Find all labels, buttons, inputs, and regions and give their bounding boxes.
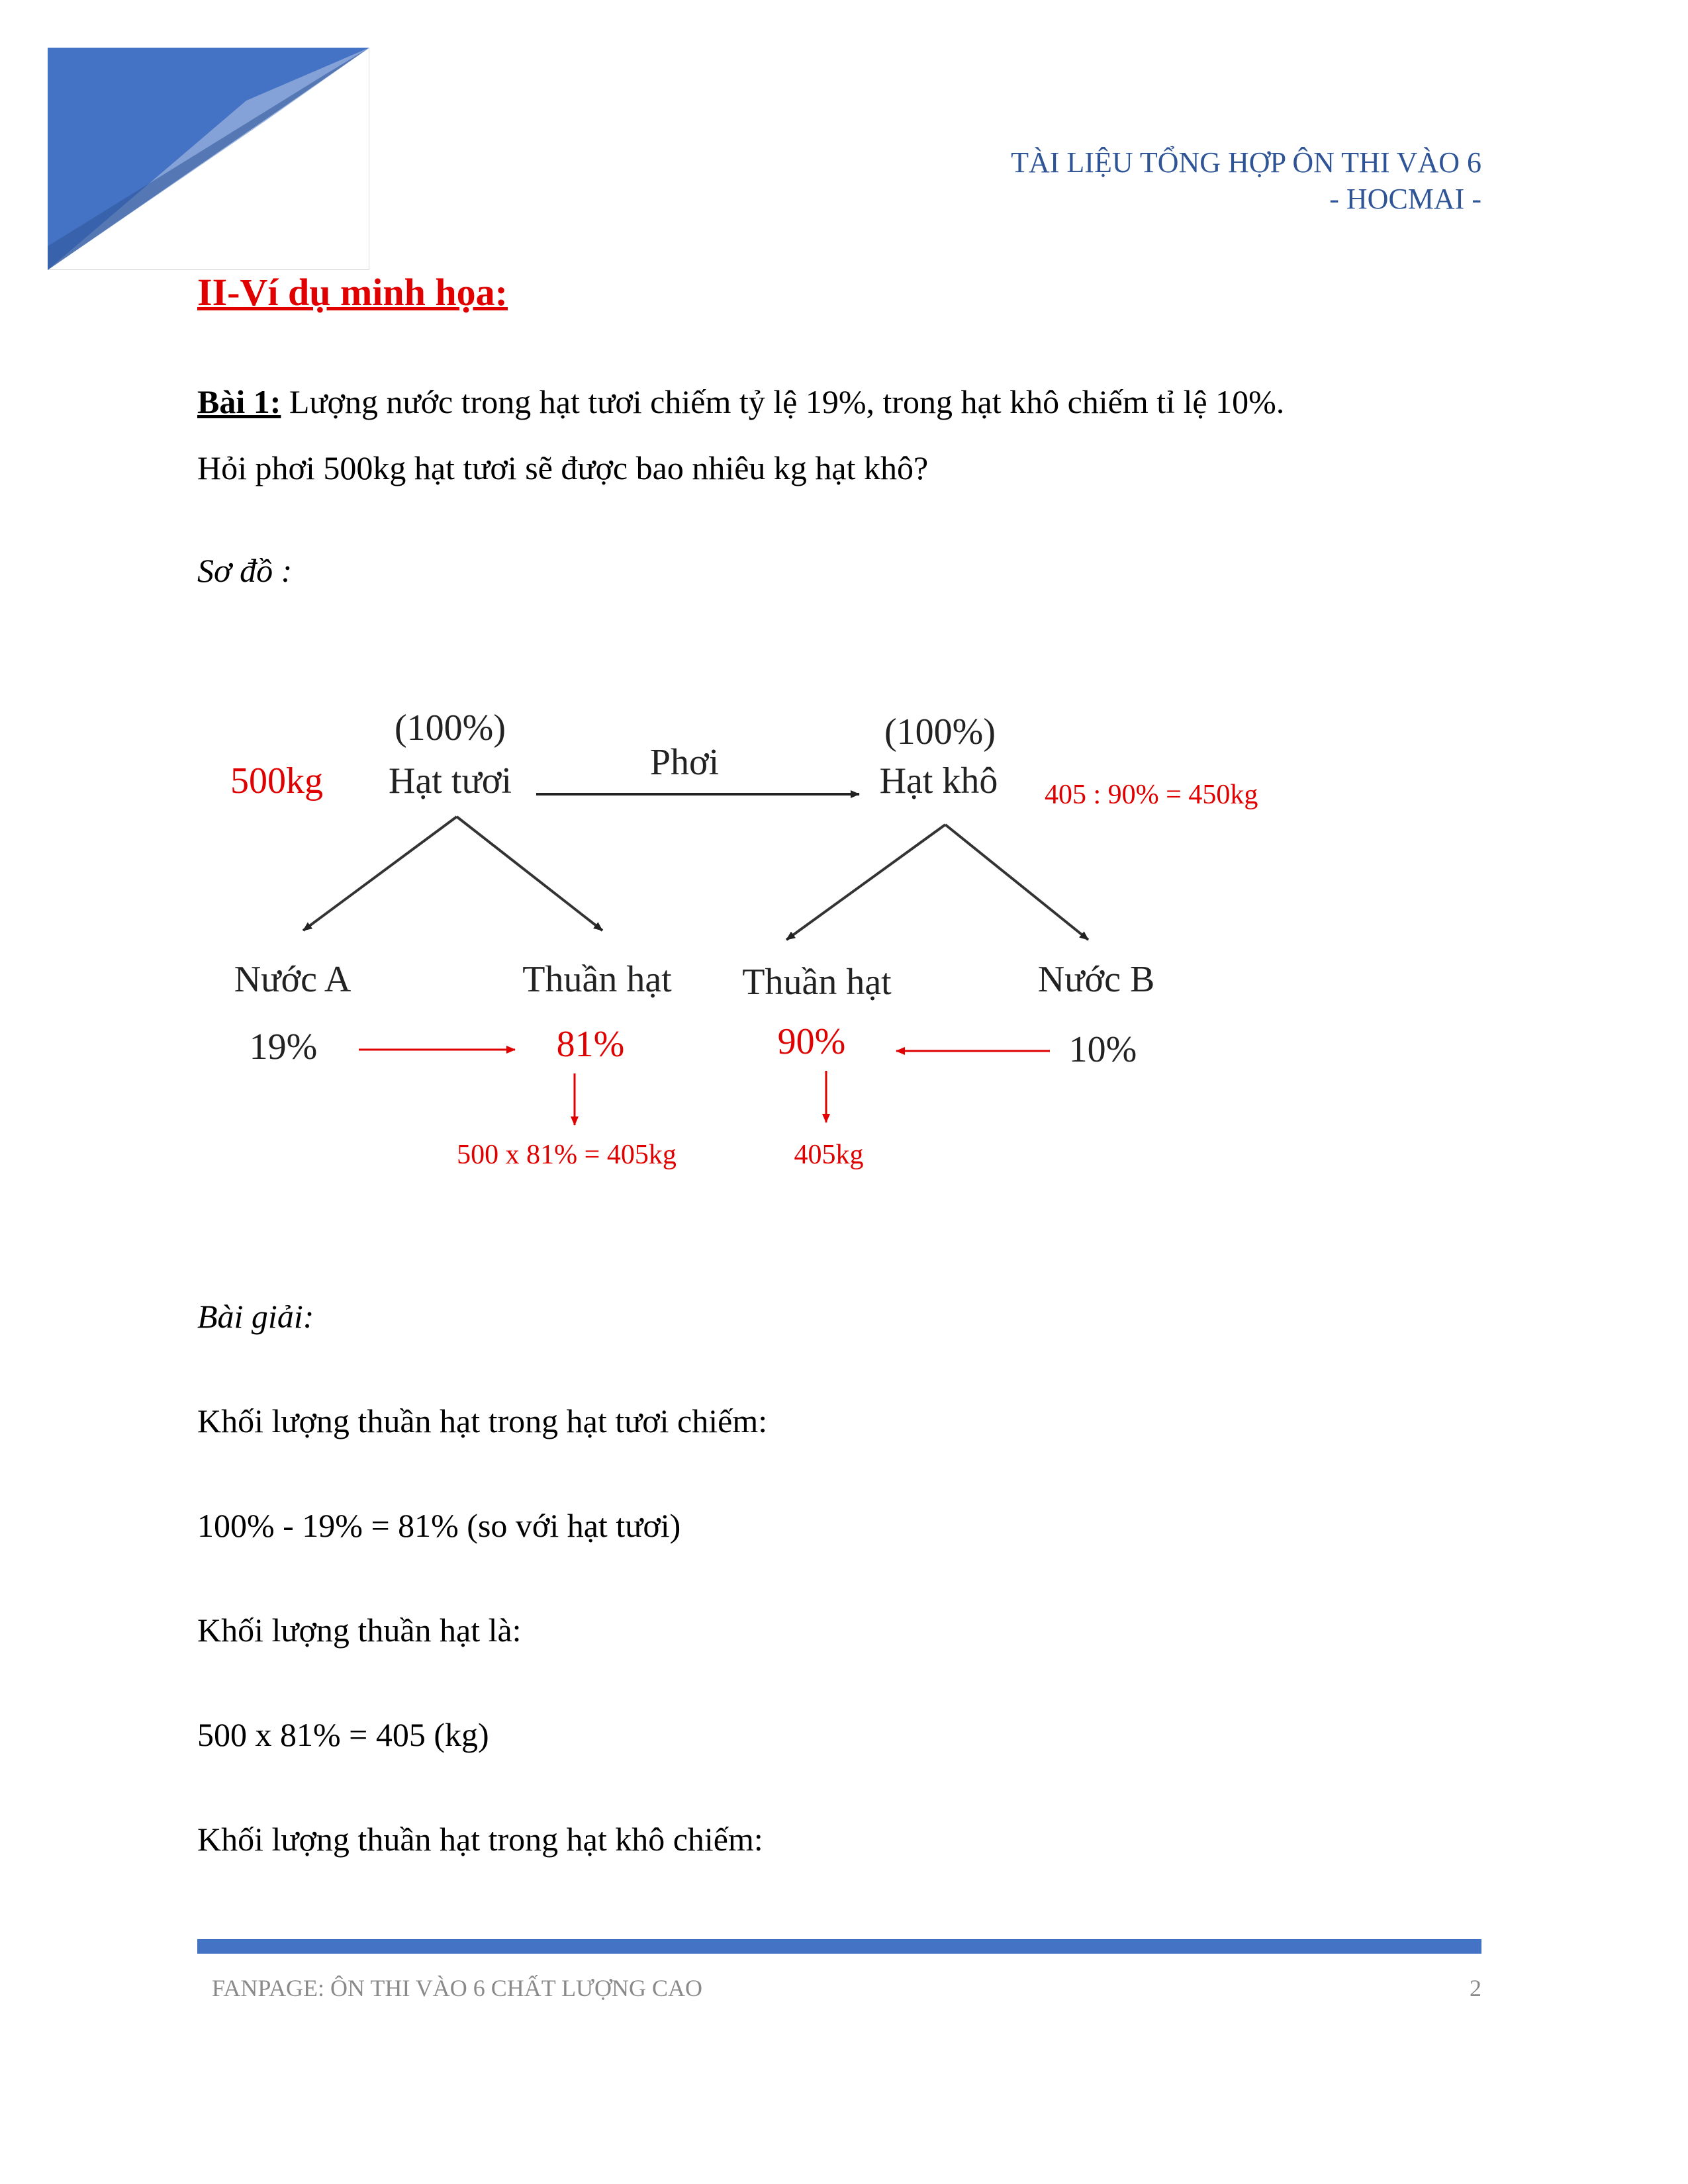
- water-a-percent: 19%: [249, 1026, 318, 1068]
- fresh-percent: (100%): [395, 707, 506, 749]
- problem-text-1: Lượng nước trong hạt tươi chiếm tỷ lệ 19%, trong hạt khô chiếm tỉ lệ 10%.: [281, 383, 1285, 420]
- water-b-label: Nước B: [1037, 959, 1155, 1000]
- fresh-grain-label: Hạt tươi: [389, 760, 512, 801]
- footer-fanpage: FANPAGE: ÔN THI VÀO 6 CHẤT LƯỢNG CAO: [212, 1975, 702, 2001]
- dry-grain-label: Hạt khô: [879, 760, 998, 801]
- solution-line-3: Khối lượng thuần hạt là:: [197, 1612, 522, 1649]
- fresh-mass: 500kg: [230, 760, 323, 801]
- pure-b-mass: 405kg: [794, 1140, 864, 1170]
- problem-line-2: Hỏi phơi 500kg hạt tươi sẽ được bao nhiêu kg hạt khô?: [197, 449, 929, 486]
- diagram-label: Sơ đồ :: [197, 552, 293, 589]
- pure-a-percent: 81%: [556, 1024, 625, 1065]
- solution-line-4: 500 x 81% = 405 (kg): [197, 1716, 489, 1753]
- pure-a-calc: 500 x 81% = 405kg: [457, 1140, 677, 1170]
- water-a-label: Nước A: [234, 959, 352, 1000]
- pure-b-percent: 90%: [777, 1021, 846, 1062]
- dry-percent: (100%): [884, 711, 996, 752]
- section-title: II-Ví dụ minh họa:: [197, 271, 508, 314]
- problem-label: Bài 1:: [197, 383, 281, 420]
- footer-divider: [197, 1939, 1481, 1954]
- header-title: TÀI LIỆU TỔNG HỢP ÔN THI VÀO 6: [1011, 146, 1481, 179]
- water-b-percent: 10%: [1068, 1029, 1137, 1070]
- solution-line-2: 100% - 19% = 81% (so với hạt tươi): [197, 1507, 681, 1544]
- branch-arrow-pure-b: [786, 825, 945, 940]
- page-number: 2: [1470, 1975, 1481, 2001]
- branch-arrow-pure-a: [457, 817, 602, 931]
- branch-arrow-water-b: [945, 825, 1088, 940]
- pure-a-label: Thuần hạt: [522, 959, 672, 1000]
- solution-line-1: Khối lượng thuần hạt trong hạt tươi chiếm:: [197, 1402, 768, 1439]
- solution-line-5: Khối lượng thuần hạt trong hạt khô chiếm:: [197, 1821, 763, 1858]
- drying-label: Phơi: [649, 742, 720, 783]
- header-subtitle: - HOCMAI -: [1329, 183, 1481, 215]
- dry-mass-calc: 405 : 90% = 450kg: [1045, 780, 1258, 810]
- branch-arrow-water-a: [303, 817, 457, 931]
- pure-b-label: Thuần hạt: [742, 962, 892, 1003]
- solution-label: Bài giải:: [197, 1298, 314, 1335]
